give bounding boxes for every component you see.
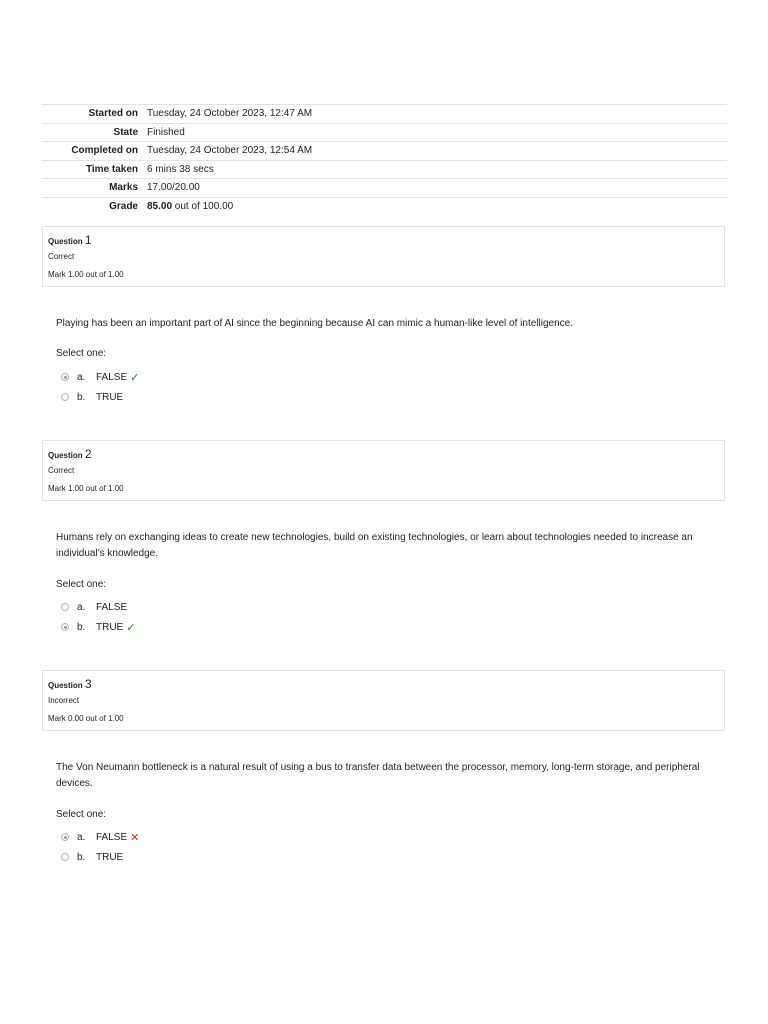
summary-value: 17.00/20.00 <box>143 179 727 198</box>
answer-letter: a. <box>77 601 86 613</box>
attempt-summary-table <box>42 104 727 215</box>
answer-text: TRUE <box>96 391 124 403</box>
radio-button[interactable] <box>61 853 69 861</box>
radio-button[interactable] <box>61 833 69 841</box>
question-text: The Von Neumann bottleneck is a natural result of using a bus to transfer data between the processor, memory, long-term storage, and peripheral devices. <box>56 762 700 789</box>
summary-value: Tuesday, 24 October 2023, 12:54 AM <box>143 142 727 161</box>
correct-check-icon: ✓ <box>126 621 136 634</box>
summary-label: Grade <box>42 197 143 215</box>
answer-letter: a. <box>77 831 86 843</box>
radio-button[interactable] <box>61 393 69 401</box>
correct-check-icon: ✓ <box>130 371 140 384</box>
question-number: Question 2 <box>48 447 92 461</box>
summary-label: Completed on <box>42 142 143 161</box>
summary-value: 6 mins 38 secs <box>143 160 727 179</box>
radio-button[interactable] <box>61 603 69 611</box>
select-one-prompt: Select one: <box>56 579 107 590</box>
summary-row-completed <box>42 142 727 161</box>
summary-label: Marks <box>42 179 143 198</box>
summary-row-state <box>42 123 727 142</box>
question-text: Humans rely on exchanging ideas to create new technologies, build on existing technologies, or learn about technologies needed to increase an individual's knowledge. <box>56 532 693 559</box>
summary-value: Tuesday, 24 October 2023, 12:47 AM <box>143 105 727 124</box>
answer-option[interactable] <box>61 600 127 614</box>
question-number: Question 1 <box>48 233 92 247</box>
answer-text: TRUE <box>96 851 124 863</box>
grade-out-of: out of 100.00 <box>172 200 234 212</box>
radio-button[interactable] <box>61 373 69 381</box>
answer-text: FALSE <box>96 601 128 613</box>
answer-option[interactable] <box>61 850 123 864</box>
answer-letter: b. <box>77 621 86 633</box>
question-number: Question 3 <box>48 677 92 691</box>
summary-row-marks <box>42 179 727 198</box>
answer-option[interactable] <box>61 390 123 404</box>
question-state: Incorrect <box>48 696 80 705</box>
summary-row-grade <box>42 197 727 215</box>
summary-value <box>143 197 727 215</box>
question-grade: Mark 1.00 out of 1.00 <box>48 484 124 493</box>
summary-label: Started on <box>42 105 143 124</box>
question-info-2 <box>42 440 725 501</box>
incorrect-cross-icon: ✕ <box>130 831 140 844</box>
summary-label: State <box>42 123 143 142</box>
question-grade: Mark 0.00 out of 1.00 <box>48 714 124 723</box>
answer-text: TRUE <box>96 621 124 633</box>
answer-option[interactable] <box>61 830 139 844</box>
summary-label: Time taken <box>42 160 143 179</box>
answer-letter: a. <box>77 371 86 383</box>
answer-option[interactable] <box>61 620 135 634</box>
question-info-1 <box>42 226 725 287</box>
answer-letter: b. <box>77 391 86 403</box>
radio-button[interactable] <box>61 623 69 631</box>
summary-row-time-taken <box>42 160 727 179</box>
question-state: Correct <box>48 252 75 261</box>
question-grade: Mark 1.00 out of 1.00 <box>48 270 124 279</box>
answer-option[interactable] <box>61 370 139 384</box>
grade-score: 85.00 <box>147 200 173 212</box>
question-text: Playing has been an important part of AI since the beginning because AI can mimic a human-like level of intelligence. <box>56 318 573 329</box>
summary-row-started <box>42 105 727 124</box>
select-one-prompt: Select one: <box>56 809 107 820</box>
answer-text: FALSE <box>96 831 128 843</box>
answer-letter: b. <box>77 851 86 863</box>
question-state: Correct <box>48 466 75 475</box>
answer-text: FALSE <box>96 371 128 383</box>
select-one-prompt: Select one: <box>56 348 107 359</box>
summary-value: Finished <box>143 123 727 142</box>
question-info-3 <box>42 670 725 731</box>
